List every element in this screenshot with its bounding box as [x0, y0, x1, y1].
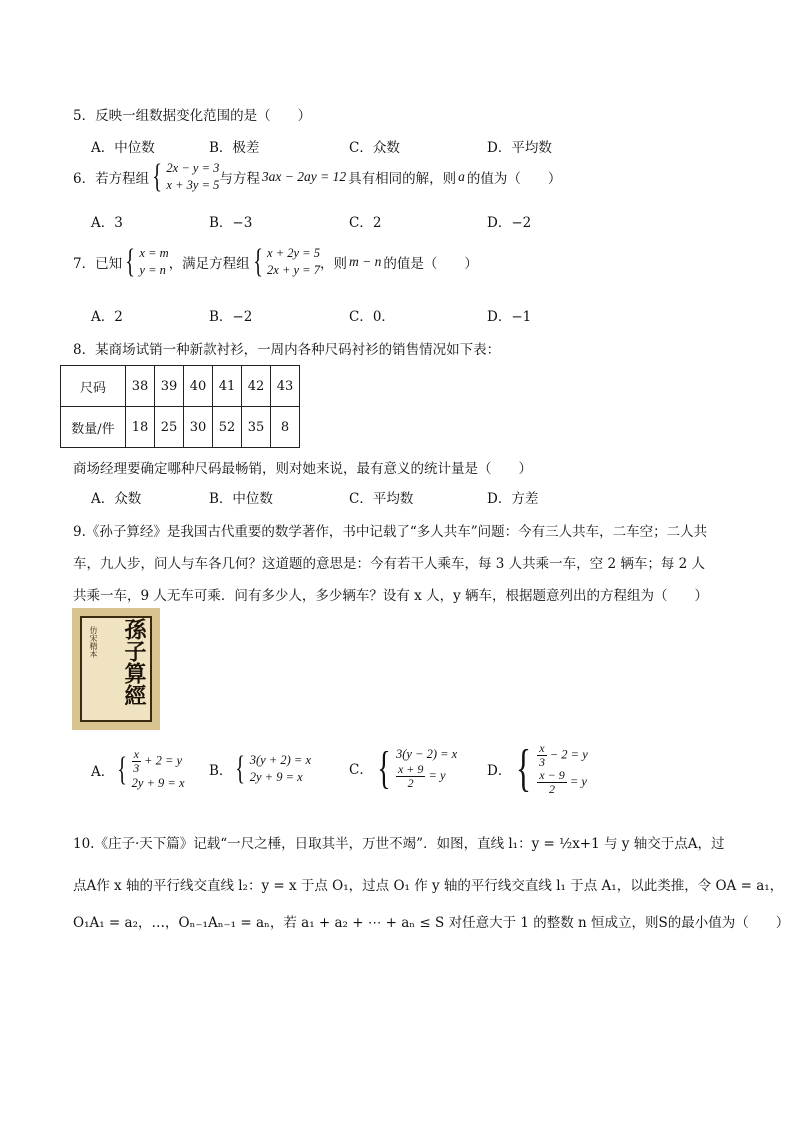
book-title: 孫子算經 — [121, 618, 147, 706]
q7-sys1-line-2: y = n — [139, 263, 166, 277]
q9-line-3: 共乘一车，9 人无车可乘．问有多少人，多少辆车？设有 x 人，y 辆车，根据题意列出的方程组为（ ） — [73, 588, 708, 604]
q9-line-1: 9.《孙子算经》是我国古代重要的数学著作，书中记载了“多人共车”问题：今有三人共车，二车空；二人共 — [73, 524, 708, 540]
q9-option-d-label: D． — [487, 763, 512, 779]
q6-end: 的值为（ ） — [466, 171, 562, 187]
q6-equation: 3ax − 2ay = 12 — [261, 169, 347, 184]
q8-stem: 8．某商场试销一种新款衬衫，一周内各种尺码衬衫的销售情况如下表： — [73, 342, 501, 358]
q6-option-c: C．2 — [349, 215, 382, 231]
q6-stem — [73, 160, 561, 194]
table-header-size: 尺码 — [61, 366, 126, 407]
q9-option-d: D． { $\frac{x}{3}$ − 2 = y $\frac{x - 9}{2}$ = y — [487, 740, 588, 797]
q6-sys-line-2: x + 3y = 5 — [166, 178, 220, 192]
q7-end: 的值是（ ） — [383, 256, 478, 272]
table-cell: 38 — [126, 366, 155, 407]
q5-option-a: A．中位数 — [91, 140, 155, 156]
q7-sys2-line-2: 2x + y = 7 — [267, 263, 320, 277]
q7-option-b: B．−2 — [209, 309, 253, 325]
q9-option-a-label: A． — [91, 764, 115, 780]
q7-option-a: A．2 — [91, 309, 123, 325]
q7-expression: m − n — [348, 254, 382, 269]
q5-option-c: C．众数 — [349, 140, 400, 156]
q8-option-a: A．众数 — [91, 491, 142, 507]
q6-option-d: D．−2 — [487, 215, 532, 231]
table-cell: 41 — [213, 366, 242, 407]
q7-mid2: ，则 — [319, 256, 347, 272]
table-cell: 30 — [184, 407, 213, 448]
q7-mid: ，满足方程组 — [168, 256, 250, 272]
table-cell: 43 — [271, 366, 300, 407]
q7-option-c: C．0． — [349, 309, 395, 325]
q6-sys-line-1: 2x − y = 3 — [166, 161, 220, 175]
table-cell: 25 — [155, 407, 184, 448]
q5-option-b: B．极差 — [209, 140, 260, 156]
q7-given-system: { x = m y = n — [125, 243, 169, 280]
q10-line-1: 10.《庄子·天下篇》记载“一尺之棰，日取其半，万世不竭”．如图，直线 l₁：y = ½x+1 与 y 轴交于点A，过 — [73, 836, 725, 852]
table-row — [61, 366, 300, 407]
size-sales-table — [60, 365, 300, 448]
table-header-quantity: 数量/件 — [61, 407, 126, 448]
q9-option-b-label: B． — [209, 763, 233, 779]
book-cover-image — [72, 608, 160, 730]
q6-option-b: B．−3 — [209, 215, 253, 231]
q6-prefix: 6．若方程组 — [73, 171, 150, 187]
q8-question: 商场经理要确定哪种尺码最畅销，则对她来说，最有意义的统计量是（ ） — [73, 461, 532, 477]
q7-sys1-line-1: x = m — [139, 246, 169, 260]
table-cell: 35 — [242, 407, 271, 448]
q7-prefix: 7．已知 — [73, 256, 123, 272]
q9-line-2: 车，九人步，问人与车各几何？这道题的意思是：今有若干人乘车，每 3 人共乘一车，空 2 辆车；每 2 人 — [73, 556, 706, 572]
q7-option-d: D．−1 — [487, 309, 532, 325]
table-cell: 52 — [213, 407, 242, 448]
q7-equation-system: { x + 2y = 5 2x + y = 7 — [252, 243, 320, 280]
book-side-label: 仿宋精本 — [89, 626, 98, 658]
book-cover-frame — [80, 616, 152, 722]
q7-sys2-line-1: x + 2y = 5 — [267, 246, 320, 260]
table-row — [61, 407, 300, 448]
q9-option-c: C． { 3(y − 2) = x $\frac{x + 9}{2}$ = y — [349, 742, 458, 793]
q7-stem — [73, 245, 478, 279]
q8-option-c: C．平均数 — [349, 491, 414, 507]
q5-option-d: D．平均数 — [487, 140, 552, 156]
q6-variable: a — [458, 169, 465, 184]
table-cell: 18 — [126, 407, 155, 448]
q10-line-3: O₁A₁ = a₂，…，Oₙ₋₁Aₙ₋₁ = aₙ，若 a₁ + a₂ + ⋯ + aₙ ≤ S 对任意大于 1 的整数 n 恒成立，则S的最小值为（ ） — [73, 915, 790, 931]
q6-option-a: A．3 — [91, 215, 123, 231]
table-cell: 40 — [184, 366, 213, 407]
q9-option-c-label: C． — [349, 762, 373, 778]
q6-mid: 与方程 — [219, 171, 260, 187]
q6-equation-system: { 2x − y = 3 x + 3y = 5 — [152, 158, 220, 195]
table-cell: 8 — [271, 407, 300, 448]
q5-stem: 5．反映一组数据变化范围的是（ ） — [73, 108, 312, 124]
table-cell: 42 — [242, 366, 271, 407]
q9-option-a: A． { $\frac{x}{3}$ + 2 = y 2y + 9 = x — [91, 747, 185, 790]
table-cell: 39 — [155, 366, 184, 407]
q6-suffix: 具有相同的解，则 — [348, 171, 457, 187]
q10-line-2: 点A作 x 轴的平行线交直线 l₂：y = x 于点 O₁，过点 O₁ 作 y 轴的平行线交直线 l₁ 于点 A₁，以此类推，令 OA = a₁， — [73, 878, 784, 894]
q8-option-b: B．中位数 — [209, 491, 273, 507]
q8-option-d: D．方差 — [487, 491, 539, 507]
q9-option-b: B． { 3(y + 2) = x 2y + 9 = x — [209, 750, 312, 787]
